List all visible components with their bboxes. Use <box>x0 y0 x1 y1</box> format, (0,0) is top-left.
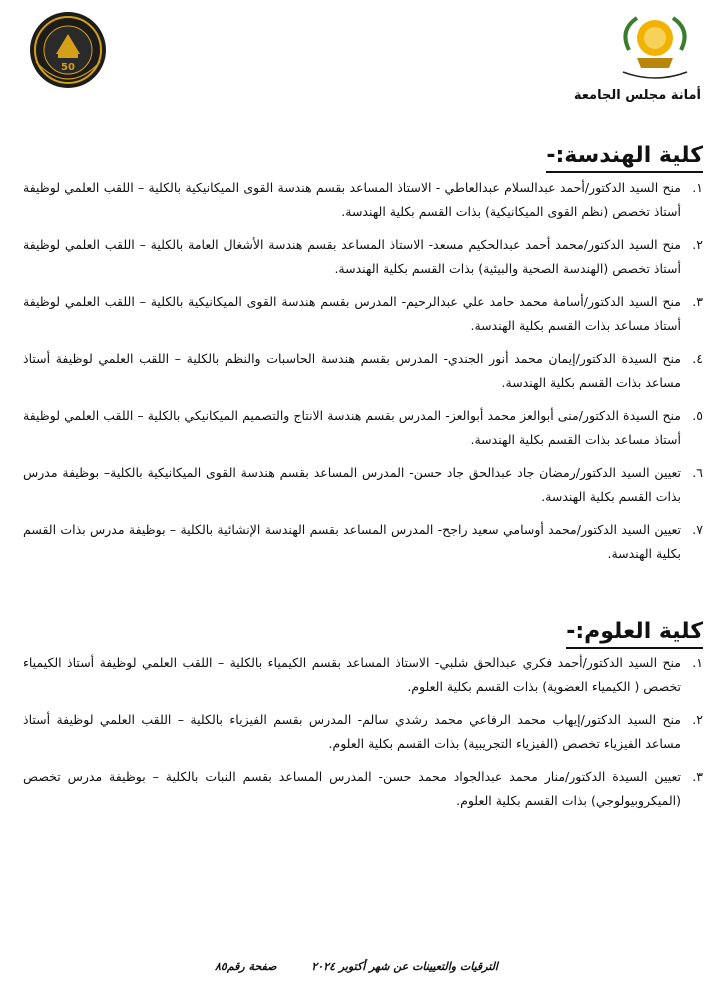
list-item <box>23 765 703 813</box>
item-number: ٢. <box>692 712 703 727</box>
science-items-list <box>23 651 703 822</box>
list-item <box>23 708 703 756</box>
item-text: تعيين السيدة الدكتور/منار محمد عبدالجواد محمد حسن- المدرس المساعد بقسم النبات بالكلية – بوظيفة مدرس تخصص (الميكروبيولوجي) بذات القسم بكلية العلوم. <box>23 769 681 808</box>
list-item <box>23 518 703 566</box>
jubilee-seal-logo <box>28 10 108 90</box>
list-item <box>23 176 703 224</box>
list-item <box>23 290 703 338</box>
item-text: منح السيد الدكتور/أحمد فكري عبدالحق شلبي- الاستاذ المساعد بقسم الكيمياء بالكلية – اللقب العلمي لوظيفة أستاذ الكيمياء تخصص ( الكيمياء العضوية) بذات القسم بكلية العلوم. <box>23 655 681 694</box>
item-number: ٥. <box>692 408 703 423</box>
engineering-items-list <box>23 176 703 575</box>
svg-text:50: 50 <box>61 62 75 73</box>
footer-page-number: صفحة رقم٨٥ <box>215 960 277 973</box>
faculty-science-heading: كلية العلوم:- <box>566 618 703 649</box>
item-text: تعيين السيد الدكتور/رمضان جاد عبدالحق جاد حسن- المدرس المساعد بقسم هندسة القوى الميكانيكية بالكلية– بوظيفة مدرس بذات القسم بكلية الهندسة. <box>23 465 681 504</box>
item-text: منح السيدة الدكتور/منى أبوالعز محمد أبوالعز- المدرس بقسم هندسة الانتاج والتصميم الميكانيكي بالكلية – اللقب العلمي لوظيفة أستاذ مساعد بذات القسم بكلية الهندسة. <box>23 408 681 447</box>
list-item <box>23 233 703 281</box>
list-item <box>23 651 703 699</box>
item-text: منح السيد الدكتور/أسامة محمد حامد علي عبدالرحيم- المدرس بقسم هندسة القوى الميكانيكية بالكلية – اللقب العلمي لوظيفة أستاذ مساعد بذات القسم بكلية الهندسة. <box>23 294 681 333</box>
university-emblem-logo <box>615 10 695 82</box>
item-number: ٤. <box>692 351 703 366</box>
list-item <box>23 347 703 395</box>
item-number: ٦. <box>692 465 703 480</box>
item-number: ٣. <box>692 769 703 784</box>
item-number: ٧. <box>692 522 703 537</box>
item-number: ٢. <box>692 237 703 252</box>
item-text: منح السيد الدكتور/أحمد عبدالسلام عبدالعاطي - الاستاذ المساعد بقسم هندسة القوى الميكانيكية بالكلية – اللقب العلمي لوظيفة أستاذ تخصص (نظم القوى الميكانيكية) بذات القسم بكلية الهندسة. <box>23 180 681 219</box>
item-number: ٣. <box>692 294 703 309</box>
page-footer <box>0 960 723 976</box>
item-text: منح السيد الدكتور/محمد أحمد عبدالحكيم مسعد- الاستاذ المساعد بقسم هندسة الأشغال العامة بالكلية – اللقب العلمي لوظيفة أستاذ تخصص (الهندسة الصحية والبيئية) بذات القسم بكلية الهندسة. <box>23 237 681 276</box>
footer-title: الترقيات والتعيينات عن شهر أكتوبر ٢٠٢٤ <box>311 960 498 973</box>
council-secretariat-label: أمانة مجلس الجامعة <box>573 88 701 103</box>
list-item <box>23 461 703 509</box>
item-text: منح السيد الدكتور/إيهاب محمد الرفاعي محمد رشدي سالم- المدرس بقسم الفيزياء بالكلية – اللقب العلمي لوظيفة أستاذ مساعد الفيزياء تخصص (الفيزياء التجريبية) بذات القسم بكلية العلوم. <box>23 712 681 751</box>
item-number: ١. <box>692 180 703 195</box>
item-text: منح السيدة الدكتور/إيمان محمد أنور الجندي- المدرس بقسم هندسة الحاسبات والنظم بالكلية – اللقب العلمي لوظيفة أستاذ مساعد بذات القسم بكلية الهندسة. <box>23 351 681 390</box>
list-item <box>23 404 703 452</box>
item-number: ١. <box>692 655 703 670</box>
faculty-engineering-heading: كلية الهندسة:- <box>546 142 703 173</box>
item-text: تعيين السيد الدكتور/محمد أوسامي سعيد راجح- المدرس المساعد بقسم الهندسة الإنشائية بالكلية – بوظيفة مدرس بذات القسم بكلية الهندسة. <box>23 522 681 561</box>
